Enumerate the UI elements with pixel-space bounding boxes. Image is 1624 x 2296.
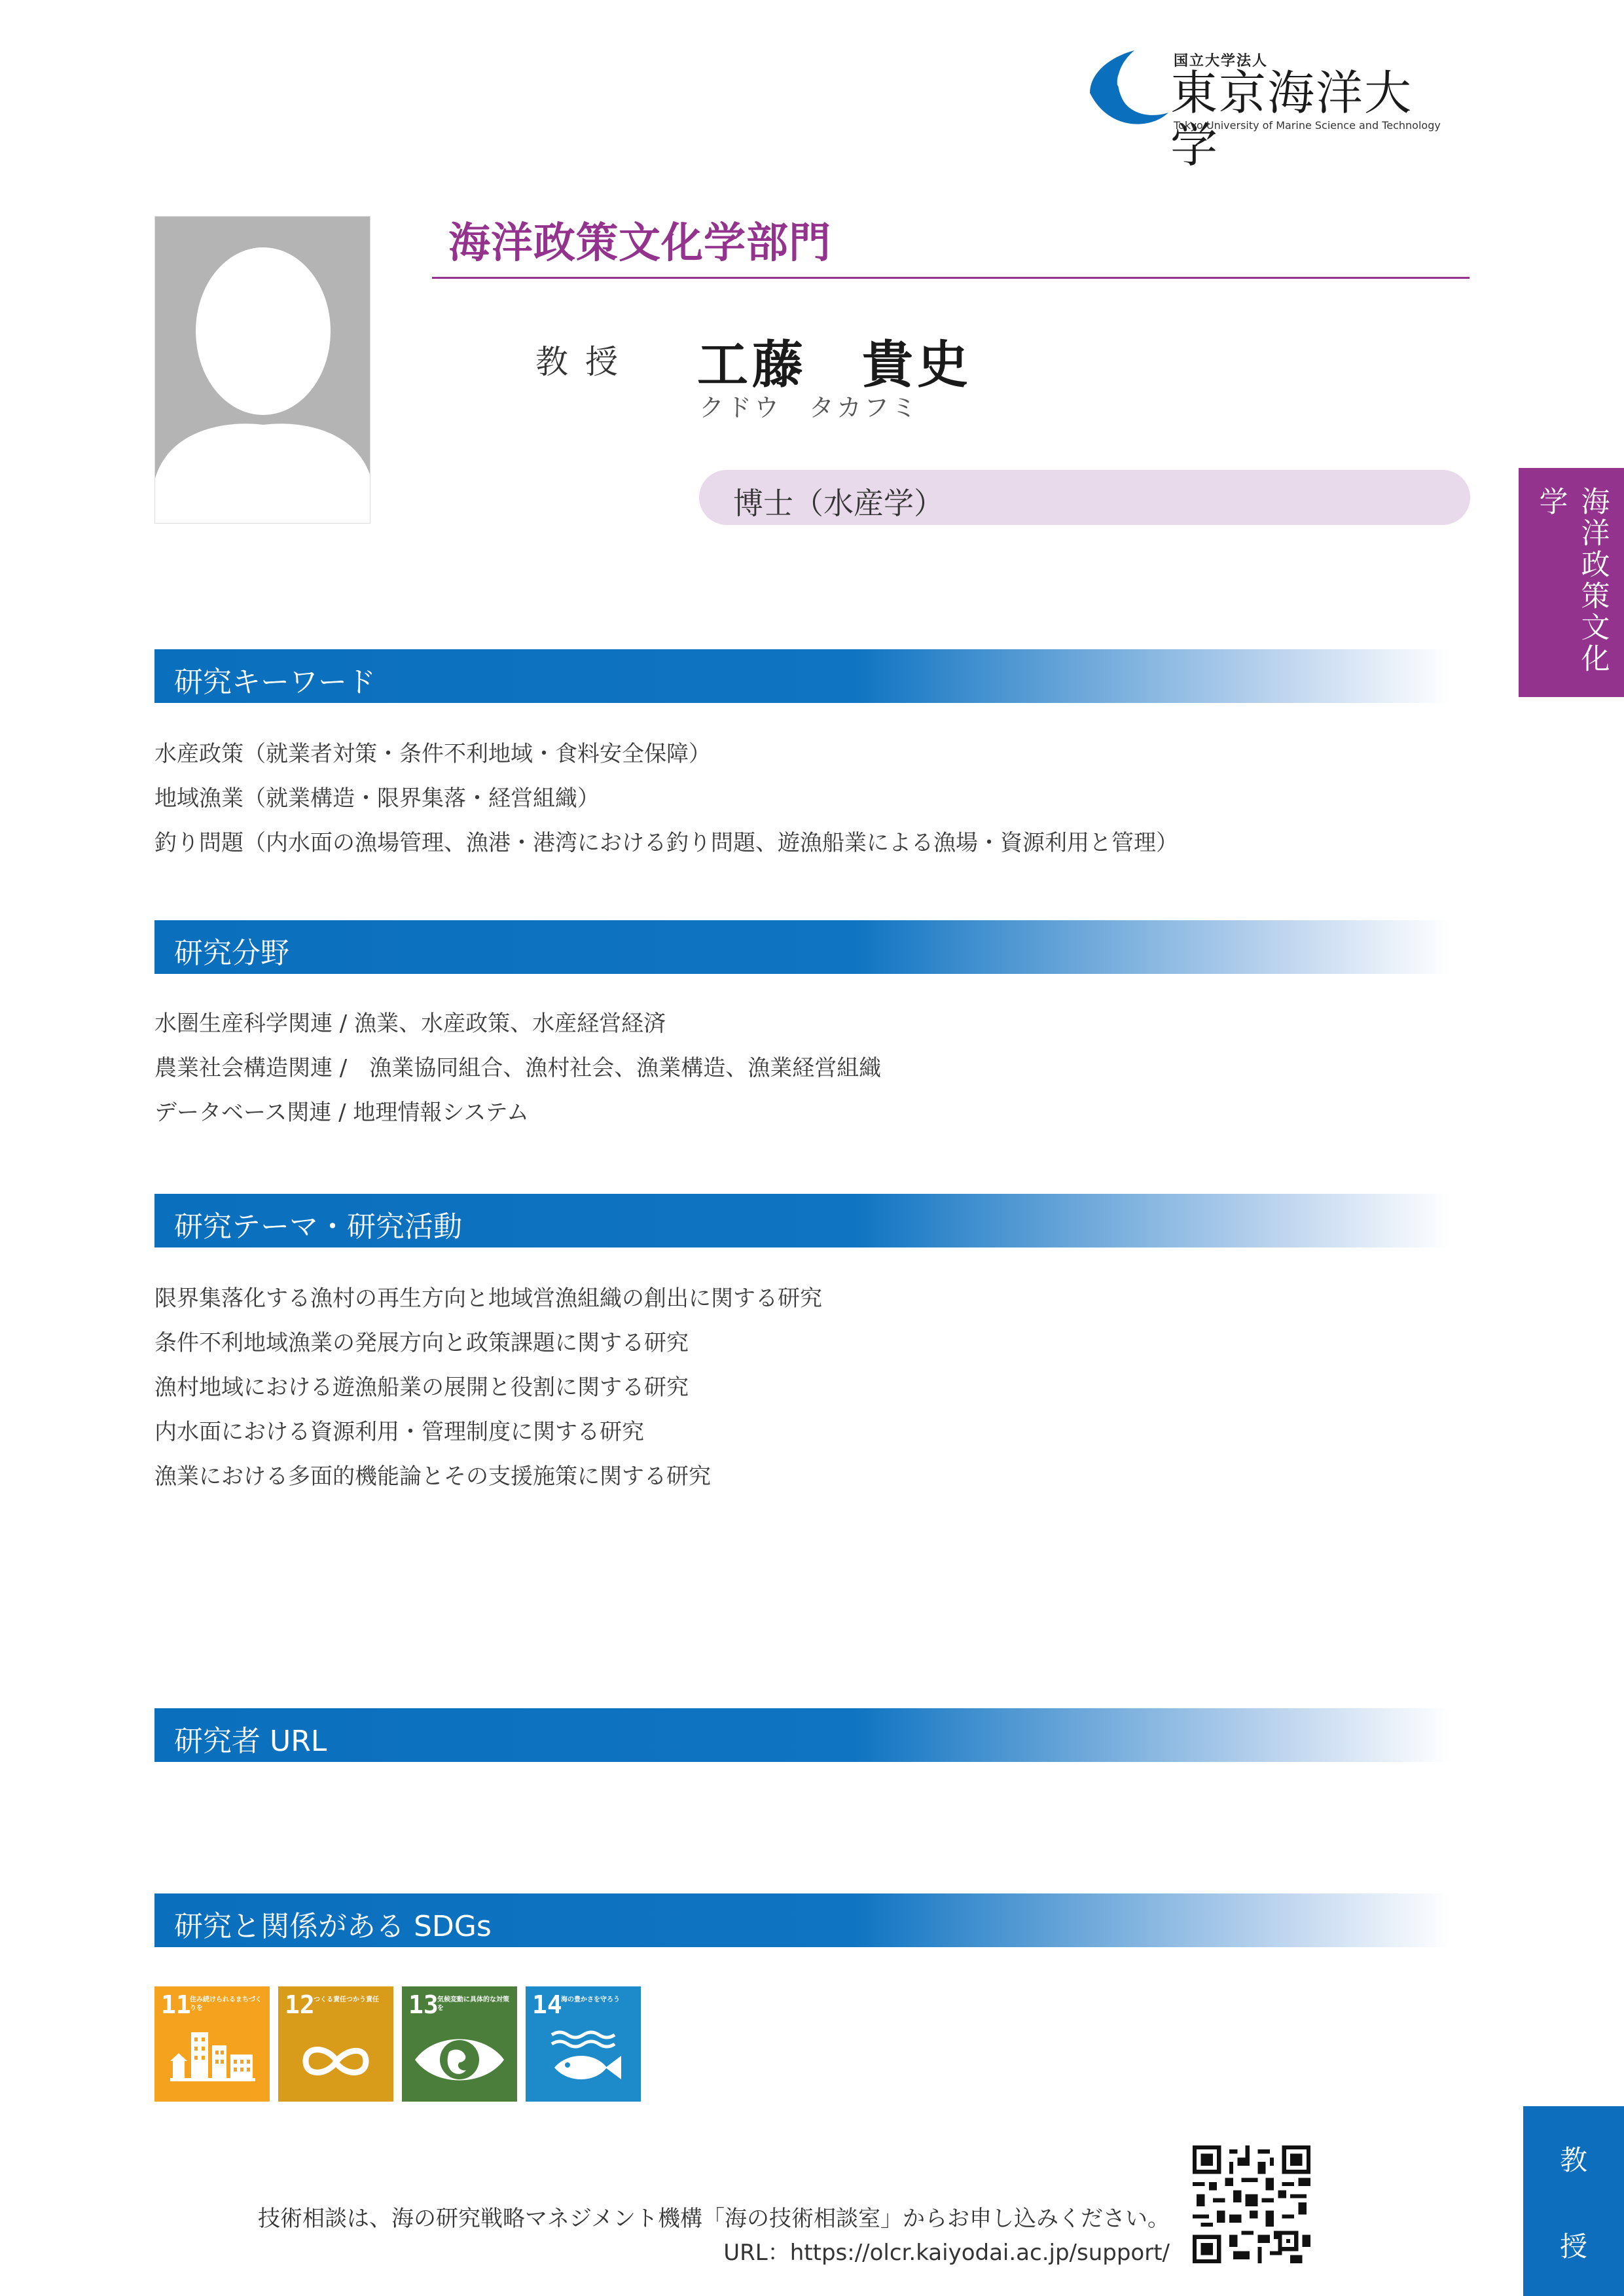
section-bar-themes (154, 1194, 1451, 1247)
section-bar-fields (154, 920, 1451, 974)
section-title-fields: 研究分野 (174, 937, 289, 970)
side-tab-department (1519, 468, 1624, 697)
consultation-text: 技術相談は、海の研究戦略マネジメント機構「海の技術相談室」からお申し込みください。 (258, 2206, 1170, 2232)
sdg-tile-14 (526, 1986, 641, 2102)
themes-list (154, 1276, 822, 1499)
sdg-number: 14 (532, 1990, 562, 2019)
list-item: 限界集落化する漁村の再生方向と地域営漁組織の創出に関する研究 (154, 1285, 822, 1312)
sdg-text: 海の豊かさを守ろう (561, 1996, 620, 2003)
sdg-number: 11 (161, 1990, 191, 2019)
keywords-list (154, 732, 1178, 865)
sdg-text: 住み続けられるまちづくりを (190, 1996, 262, 2012)
section-bar-sdgs (154, 1893, 1451, 1947)
consultation-url[interactable]: URL：https://olcr.kaiyodai.ac.jp/support/ (723, 2240, 1170, 2266)
section-title-url: 研究者 URL (174, 1725, 327, 1758)
department-title: 海洋政策文化学部門 (448, 219, 831, 268)
section-bar-url (154, 1708, 1451, 1762)
position-label: 教授 (535, 343, 635, 381)
list-item: データベース関連 / 地理情報システム (154, 1100, 529, 1126)
sdg-number: 13 (408, 1990, 439, 2019)
sdg-tile-11 (154, 1986, 270, 2102)
section-title-sdgs: 研究と関係がある SDGs (174, 1910, 492, 1943)
section-title-themes: 研究テーマ・研究活動 (174, 1210, 462, 1244)
degree-badge (699, 470, 1470, 525)
logo-name: 東京海洋大学 (1170, 65, 1413, 173)
list-item: 漁業における多面的機能論とその支援施策に関する研究 (154, 1463, 711, 1490)
qr-code-icon[interactable] (1193, 2145, 1310, 2263)
fields-list (154, 1001, 881, 1135)
list-item: 条件不利地域漁業の発展方向と政策課題に関する研究 (154, 1330, 689, 1356)
university-logo (1083, 47, 1450, 173)
list-item: 水産政策（就業者対策・条件不利地域・食料安全保障） (154, 741, 711, 767)
researcher-name: 工藤 貴史 (697, 336, 973, 395)
sdg-number: 12 (285, 1990, 315, 2019)
list-item: 地域漁業（就業構造・限界集落・経営組織） (154, 785, 600, 812)
department-underline (432, 277, 1470, 279)
corner-label-1: 教 (1559, 2144, 1587, 2176)
section-bar-keywords (154, 649, 1451, 703)
sdg-tile-13 (402, 1986, 517, 2102)
logo-subtitle: 国立大学法人 (1174, 53, 1269, 69)
logo-english: Tokyo University of Marine Science and Technology (1174, 119, 1441, 132)
sdg-tile-12 (278, 1986, 393, 2102)
list-item: 水圏生産科学関連 / 漁業、水産政策、水産経営経済 (154, 1011, 666, 1037)
person-silhouette-icon (155, 217, 370, 524)
corner-tab-position (1523, 2106, 1624, 2296)
list-item: 漁村地域における遊漁船業の展開と役割に関する研究 (154, 1374, 689, 1401)
list-item: 農業社会構造関連 / 漁業協同組合、漁村社会、漁業構造、漁業経営組織 (154, 1055, 882, 1081)
sdg-text: 気候変動に具体的な対策を (437, 1996, 509, 2012)
section-title-keywords: 研究キーワード (174, 666, 376, 699)
sdg-text: つくる責任つかう責任 (314, 1996, 379, 2003)
profile-photo-placeholder (154, 216, 370, 524)
list-item: 釣り問題（内水面の漁場管理、漁港・港湾における釣り問題、遊漁船業による漁場・資源利用と管理） (154, 830, 1178, 856)
corner-label-2: 授 (1559, 2231, 1587, 2263)
degree-text: 博士（水産学） (733, 486, 944, 521)
list-item: 内水面における資源利用・管理制度に関する研究 (154, 1419, 644, 1445)
side-tab-label: 海洋政策文化学 (1534, 486, 1610, 675)
researcher-name-kana: クドウ タカフミ (699, 393, 920, 422)
logo-mark-icon (1083, 47, 1172, 131)
